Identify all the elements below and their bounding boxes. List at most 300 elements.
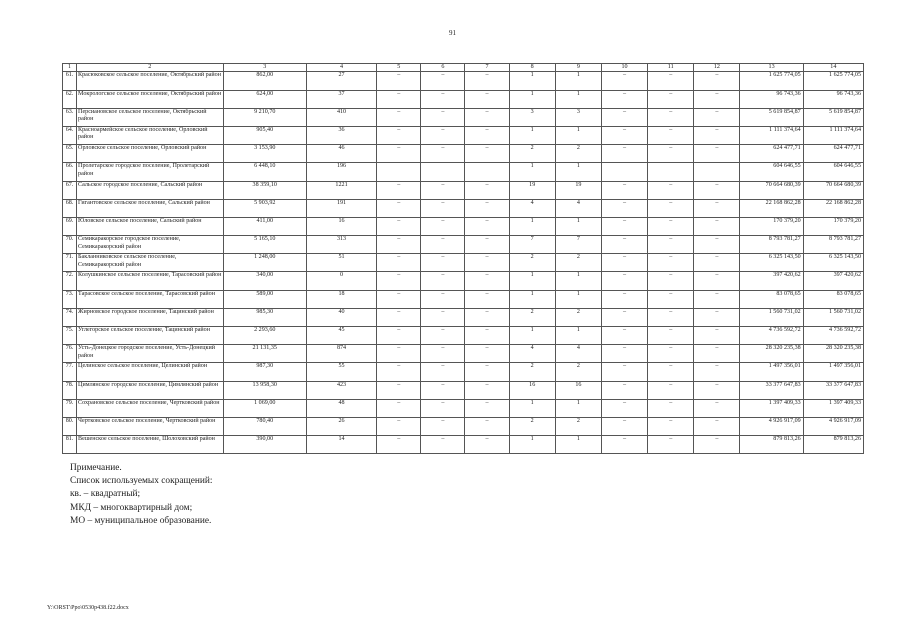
- municipality-name: Усть-Донецкое городское поселение, Усть-Донецкий район: [77, 345, 224, 363]
- table-cell: 2 293,60: [223, 327, 306, 345]
- municipality-name: Красноармейское сельское поселение, Орловский район: [77, 126, 224, 144]
- table-row: [63, 108, 864, 126]
- column-header: 11: [648, 64, 694, 72]
- table-cell: –: [648, 72, 694, 90]
- municipality-name: Жирновское городское поселение, Тацинский район: [77, 308, 224, 326]
- table-cell: 1 069,00: [223, 399, 306, 417]
- table-cell: –: [694, 417, 740, 435]
- table-cell: –: [465, 308, 509, 326]
- table-cell: –: [377, 217, 421, 235]
- table-cell: –: [648, 108, 694, 126]
- table-cell: –: [694, 126, 740, 144]
- table-cell: 1 497 356,01: [740, 363, 803, 381]
- table-cell: –: [694, 217, 740, 235]
- municipality-name: Вешенское сельское поселение, Шолоховский район: [77, 436, 224, 454]
- table-cell: –: [465, 90, 509, 108]
- table-cell: –: [648, 217, 694, 235]
- table-cell: –: [465, 145, 509, 163]
- table-cell: –: [465, 199, 509, 217]
- table-cell: –: [648, 181, 694, 199]
- column-header: 12: [694, 64, 740, 72]
- table-cell: 3 153,90: [223, 145, 306, 163]
- page-number: 91: [449, 29, 456, 37]
- row-number: 63.: [63, 108, 77, 126]
- table-cell: 1: [555, 126, 601, 144]
- table-cell: 16: [555, 381, 601, 399]
- table-cell: –: [465, 363, 509, 381]
- table-cell: –: [601, 90, 647, 108]
- table-cell: –: [421, 217, 465, 235]
- table-cell: 51: [306, 254, 376, 272]
- table-cell: 1 111 374,64: [740, 126, 803, 144]
- table-cell: –: [648, 126, 694, 144]
- municipality-name: Бакланниковское сельское поселение, Семикаракорский район: [77, 254, 224, 272]
- table-cell: 397 420,62: [740, 272, 803, 290]
- row-number: 78.: [63, 381, 77, 399]
- table-cell: 2: [509, 254, 555, 272]
- table-cell: –: [421, 145, 465, 163]
- table-cell: 0: [306, 272, 376, 290]
- table-row: [63, 345, 864, 363]
- table-cell: –: [601, 254, 647, 272]
- table-cell: –: [377, 108, 421, 126]
- note-block: [70, 462, 213, 528]
- table-cell: 6 325 143,50: [740, 254, 803, 272]
- table-cell: –: [694, 327, 740, 345]
- table-cell: 1: [509, 163, 555, 181]
- table-cell: 19: [509, 181, 555, 199]
- table-cell: 4: [509, 345, 555, 363]
- table-cell: 83 078,65: [803, 290, 863, 308]
- table-cell: –: [421, 363, 465, 381]
- table-cell: –: [421, 236, 465, 254]
- table-cell: 191: [306, 199, 376, 217]
- table-cell: 987,30: [223, 363, 306, 381]
- municipality-name: Тарасовское сельское поселение, Тарасовский район: [77, 290, 224, 308]
- table-cell: –: [648, 199, 694, 217]
- table-cell: –: [694, 381, 740, 399]
- table-cell: –: [601, 345, 647, 363]
- table-cell: 2: [555, 254, 601, 272]
- table-cell: 1: [555, 163, 601, 181]
- column-header: 5: [377, 64, 421, 72]
- table-cell: 2: [555, 145, 601, 163]
- table-cell: –: [377, 399, 421, 417]
- row-number: 72.: [63, 272, 77, 290]
- table-cell: –: [648, 327, 694, 345]
- municipality-name: Гигантовское сельское поселение, Сальский район: [77, 199, 224, 217]
- table-cell: 1 397 409,33: [803, 399, 863, 417]
- table-cell: 7: [555, 236, 601, 254]
- table-cell: 1: [555, 272, 601, 290]
- municipality-name: Мокрологское сельское поселение, Октябрьский район: [77, 90, 224, 108]
- municipality-name: Целинское сельское поселение, Целинский район: [77, 363, 224, 381]
- table-cell: –: [694, 145, 740, 163]
- column-header: 2: [77, 64, 224, 72]
- table-cell: 38 359,10: [223, 181, 306, 199]
- table-cell: –: [377, 181, 421, 199]
- table-cell: –: [694, 436, 740, 454]
- note-line: кв. – квадратный;: [70, 489, 141, 500]
- table-cell: –: [694, 363, 740, 381]
- table-cell: 6 325 143,50: [803, 254, 863, 272]
- municipality-name: Сохрановское сельское поселение, Чертковский район: [77, 399, 224, 417]
- table-cell: –: [601, 381, 647, 399]
- table-cell: –: [601, 236, 647, 254]
- table-cell: –: [465, 327, 509, 345]
- table-cell: –: [377, 254, 421, 272]
- table-row: [63, 254, 864, 272]
- table-header-row: [63, 64, 864, 72]
- table-cell: 624 477,71: [740, 145, 803, 163]
- municipality-name: Орловское сельское поселение, Орловский район: [77, 145, 224, 163]
- column-header: 10: [601, 64, 647, 72]
- table-cell: 4 736 592,72: [803, 327, 863, 345]
- row-number: 64.: [63, 126, 77, 144]
- table-cell: 780,40: [223, 417, 306, 435]
- table-cell: –: [377, 290, 421, 308]
- table-cell: –: [465, 254, 509, 272]
- table-cell: –: [465, 126, 509, 144]
- table-cell: –: [601, 72, 647, 90]
- table-cell: 1 560 731,02: [803, 308, 863, 326]
- column-header: 4: [306, 64, 376, 72]
- table-cell: –: [465, 272, 509, 290]
- table-cell: –: [421, 181, 465, 199]
- note-title: Примечание.: [70, 463, 122, 473]
- table-cell: 22 168 862,28: [803, 199, 863, 217]
- table-cell: 1: [509, 399, 555, 417]
- table-row: [63, 126, 864, 144]
- table-cell: –: [377, 363, 421, 381]
- municipality-name: Колушкинское сельское поселение, Тарасовский район: [77, 272, 224, 290]
- table-cell: 1: [555, 436, 601, 454]
- table-cell: 4: [509, 199, 555, 217]
- row-number: 71.: [63, 254, 77, 272]
- table-cell: 1: [555, 90, 601, 108]
- table-cell: 8 793 781,27: [803, 236, 863, 254]
- table-row: [63, 217, 864, 235]
- table-cell: –: [694, 272, 740, 290]
- column-header: 6: [421, 64, 465, 72]
- table-cell: 340,00: [223, 272, 306, 290]
- table-cell: 26: [306, 417, 376, 435]
- table-cell: 37: [306, 90, 376, 108]
- table-cell: 4: [555, 345, 601, 363]
- table-cell: 1: [555, 290, 601, 308]
- table-cell: 2: [509, 417, 555, 435]
- table-cell: 624,00: [223, 90, 306, 108]
- table-cell: 589,00: [223, 290, 306, 308]
- column-header: 1: [63, 64, 77, 72]
- row-number: 81.: [63, 436, 77, 454]
- table-cell: 905,40: [223, 126, 306, 144]
- table-cell: 1: [509, 436, 555, 454]
- table-cell: –: [421, 108, 465, 126]
- table-cell: –: [648, 145, 694, 163]
- table-cell: –: [601, 417, 647, 435]
- table-cell: 196: [306, 163, 376, 181]
- row-number: 68.: [63, 199, 77, 217]
- table-cell: –: [694, 254, 740, 272]
- table-cell: 33 377 647,83: [740, 381, 803, 399]
- table-cell: 1 397 409,33: [740, 399, 803, 417]
- table-cell: 1: [555, 72, 601, 90]
- table-cell: –: [377, 327, 421, 345]
- table-cell: 423: [306, 381, 376, 399]
- row-number: 80.: [63, 417, 77, 435]
- table-cell: 19: [555, 181, 601, 199]
- table-cell: 16: [509, 381, 555, 399]
- table-cell: –: [601, 327, 647, 345]
- table-cell: –: [601, 145, 647, 163]
- table-cell: 1 625 774,05: [740, 72, 803, 90]
- municipality-name: Цимлянское городское поселение, Цимлянский район: [77, 381, 224, 399]
- row-number: 62.: [63, 90, 77, 108]
- column-header: 13: [740, 64, 803, 72]
- table-cell: 1: [555, 399, 601, 417]
- column-header: 3: [223, 64, 306, 72]
- row-number: 69.: [63, 217, 77, 235]
- municipality-name: Сальское городское поселение, Сальский район: [77, 181, 224, 199]
- table-row: [63, 163, 864, 181]
- table-cell: [648, 163, 694, 181]
- table-cell: –: [421, 290, 465, 308]
- table-cell: 8 793 781,27: [740, 236, 803, 254]
- table-cell: –: [601, 363, 647, 381]
- table-cell: –: [694, 108, 740, 126]
- table-cell: 5 619 854,87: [740, 108, 803, 126]
- table-cell: 46: [306, 145, 376, 163]
- table-cell: 1 111 374,64: [803, 126, 863, 144]
- table-cell: –: [421, 199, 465, 217]
- table-cell: [377, 163, 421, 181]
- table-cell: 390,00: [223, 436, 306, 454]
- table-cell: –: [377, 199, 421, 217]
- data-table: [62, 63, 864, 454]
- table-row: [63, 90, 864, 108]
- row-number: 70.: [63, 236, 77, 254]
- table-cell: –: [694, 399, 740, 417]
- table-cell: –: [601, 399, 647, 417]
- table-row: [63, 145, 864, 163]
- table-cell: –: [465, 436, 509, 454]
- table-cell: –: [694, 90, 740, 108]
- table-cell: 22 168 862,28: [740, 199, 803, 217]
- table-cell: 1: [509, 272, 555, 290]
- table-cell: –: [648, 90, 694, 108]
- row-number: 75.: [63, 327, 77, 345]
- table-cell: 411,00: [223, 217, 306, 235]
- table-cell: 2: [555, 417, 601, 435]
- table-cell: –: [694, 181, 740, 199]
- table-cell: –: [421, 72, 465, 90]
- table-cell: –: [465, 72, 509, 90]
- table-cell: 410: [306, 108, 376, 126]
- table-cell: –: [648, 417, 694, 435]
- table-cell: –: [377, 236, 421, 254]
- municipality-name: Персиановское сельское поселение, Октябрьский район: [77, 108, 224, 126]
- table-cell: –: [421, 254, 465, 272]
- table-cell: 13 958,30: [223, 381, 306, 399]
- table-cell: [601, 163, 647, 181]
- table-cell: 3: [555, 108, 601, 126]
- table-cell: –: [601, 126, 647, 144]
- table-cell: –: [465, 217, 509, 235]
- table-row: [63, 363, 864, 381]
- table-cell: 4 736 592,72: [740, 327, 803, 345]
- table-cell: 4 926 917,09: [803, 417, 863, 435]
- note-line: Список используемых сокращений:: [70, 476, 213, 487]
- table-cell: 1: [555, 217, 601, 235]
- table-cell: –: [648, 272, 694, 290]
- file-path-footer: Y:\ORST\Ppo\0530p438.f22.docx: [47, 605, 129, 611]
- table-cell: 9 210,70: [223, 108, 306, 126]
- table-cell: –: [421, 327, 465, 345]
- table-cell: –: [421, 308, 465, 326]
- table-cell: –: [421, 90, 465, 108]
- table-row: [63, 327, 864, 345]
- table-cell: –: [648, 236, 694, 254]
- table-cell: 36: [306, 126, 376, 144]
- table-cell: 70 664 680,39: [803, 181, 863, 199]
- table-cell: –: [601, 181, 647, 199]
- table-cell: 604 646,55: [803, 163, 863, 181]
- table-cell: 1 497 356,01: [803, 363, 863, 381]
- table-cell: 70 664 680,39: [740, 181, 803, 199]
- table-cell: 55: [306, 363, 376, 381]
- table-cell: –: [421, 436, 465, 454]
- table-cell: –: [377, 126, 421, 144]
- table-cell: –: [377, 417, 421, 435]
- table-cell: 4: [555, 199, 601, 217]
- row-number: 73.: [63, 290, 77, 308]
- table-cell: –: [377, 308, 421, 326]
- table-cell: 2: [509, 145, 555, 163]
- table-cell: –: [694, 308, 740, 326]
- row-number: 77.: [63, 363, 77, 381]
- table-cell: –: [421, 345, 465, 363]
- table-cell: –: [694, 290, 740, 308]
- table-row: [63, 381, 864, 399]
- table-cell: 1 560 731,02: [740, 308, 803, 326]
- table-cell: –: [648, 290, 694, 308]
- table-cell: –: [648, 345, 694, 363]
- table-cell: 6 448,10: [223, 163, 306, 181]
- table-cell: 3: [509, 108, 555, 126]
- table-row: [63, 181, 864, 199]
- table-cell: –: [465, 290, 509, 308]
- note-line: МО – муниципальное образование.: [70, 515, 212, 526]
- table-row: [63, 272, 864, 290]
- table-cell: –: [648, 436, 694, 454]
- table-cell: 985,30: [223, 308, 306, 326]
- note-line: МКД – многоквартирный дом;: [70, 502, 193, 513]
- row-number: 74.: [63, 308, 77, 326]
- table-cell: 1: [509, 217, 555, 235]
- table-cell: –: [377, 145, 421, 163]
- table-cell: –: [421, 381, 465, 399]
- table-cell: 1: [509, 90, 555, 108]
- table-cell: –: [694, 199, 740, 217]
- column-header: 8: [509, 64, 555, 72]
- table-row: [63, 399, 864, 417]
- table-row: [63, 436, 864, 454]
- row-number: 65.: [63, 145, 77, 163]
- table-cell: –: [601, 308, 647, 326]
- table-cell: –: [648, 399, 694, 417]
- municipality-name: Пролетарское городское поселение, Пролетарский район: [77, 163, 224, 181]
- column-header: 7: [465, 64, 509, 72]
- table-cell: 2: [509, 308, 555, 326]
- table-cell: 170 379,20: [803, 217, 863, 235]
- row-number: 67.: [63, 181, 77, 199]
- table-cell: 5 903,92: [223, 199, 306, 217]
- row-number: 79.: [63, 399, 77, 417]
- table-cell: [465, 163, 509, 181]
- table-cell: –: [465, 345, 509, 363]
- table-cell: –: [377, 90, 421, 108]
- table-cell: 313: [306, 236, 376, 254]
- table-cell: 5 619 854,87: [803, 108, 863, 126]
- table-cell: 604 646,55: [740, 163, 803, 181]
- table-cell: –: [421, 417, 465, 435]
- table-cell: –: [465, 381, 509, 399]
- table-cell: 879 813,26: [803, 436, 863, 454]
- table-cell: 397 420,62: [803, 272, 863, 290]
- table-row: [63, 417, 864, 435]
- table-row: [63, 308, 864, 326]
- table-cell: 28 320 235,38: [803, 345, 863, 363]
- table-cell: 1: [509, 290, 555, 308]
- table-cell: 45: [306, 327, 376, 345]
- table-row: [63, 199, 864, 217]
- table-cell: –: [421, 399, 465, 417]
- table-cell: –: [601, 436, 647, 454]
- table-cell: –: [694, 236, 740, 254]
- table-cell: 21 131,35: [223, 345, 306, 363]
- table-cell: –: [694, 345, 740, 363]
- table-cell: –: [465, 399, 509, 417]
- municipality-name: Юловское сельское поселение, Сальский район: [77, 217, 224, 235]
- table-cell: 40: [306, 308, 376, 326]
- table-row: [63, 236, 864, 254]
- table-cell: –: [377, 436, 421, 454]
- table-cell: –: [421, 126, 465, 144]
- table-cell: 14: [306, 436, 376, 454]
- table-cell: 1 625 774,05: [803, 72, 863, 90]
- table-cell: –: [377, 72, 421, 90]
- table-cell: 862,00: [223, 72, 306, 90]
- table-cell: –: [465, 417, 509, 435]
- table-cell: 170 379,20: [740, 217, 803, 235]
- table-cell: 2: [555, 363, 601, 381]
- table-cell: 28 320 235,38: [740, 345, 803, 363]
- table-cell: 1: [555, 327, 601, 345]
- table-cell: 83 078,65: [740, 290, 803, 308]
- table-cell: 1: [509, 327, 555, 345]
- table-cell: 96 743,36: [803, 90, 863, 108]
- table-cell: 48: [306, 399, 376, 417]
- table-cell: –: [648, 308, 694, 326]
- table-cell: –: [648, 254, 694, 272]
- table-cell: –: [465, 236, 509, 254]
- table-cell: –: [421, 272, 465, 290]
- table-cell: [421, 163, 465, 181]
- row-number: 61.: [63, 72, 77, 90]
- table-cell: 1 248,00: [223, 254, 306, 272]
- row-number: 76.: [63, 345, 77, 363]
